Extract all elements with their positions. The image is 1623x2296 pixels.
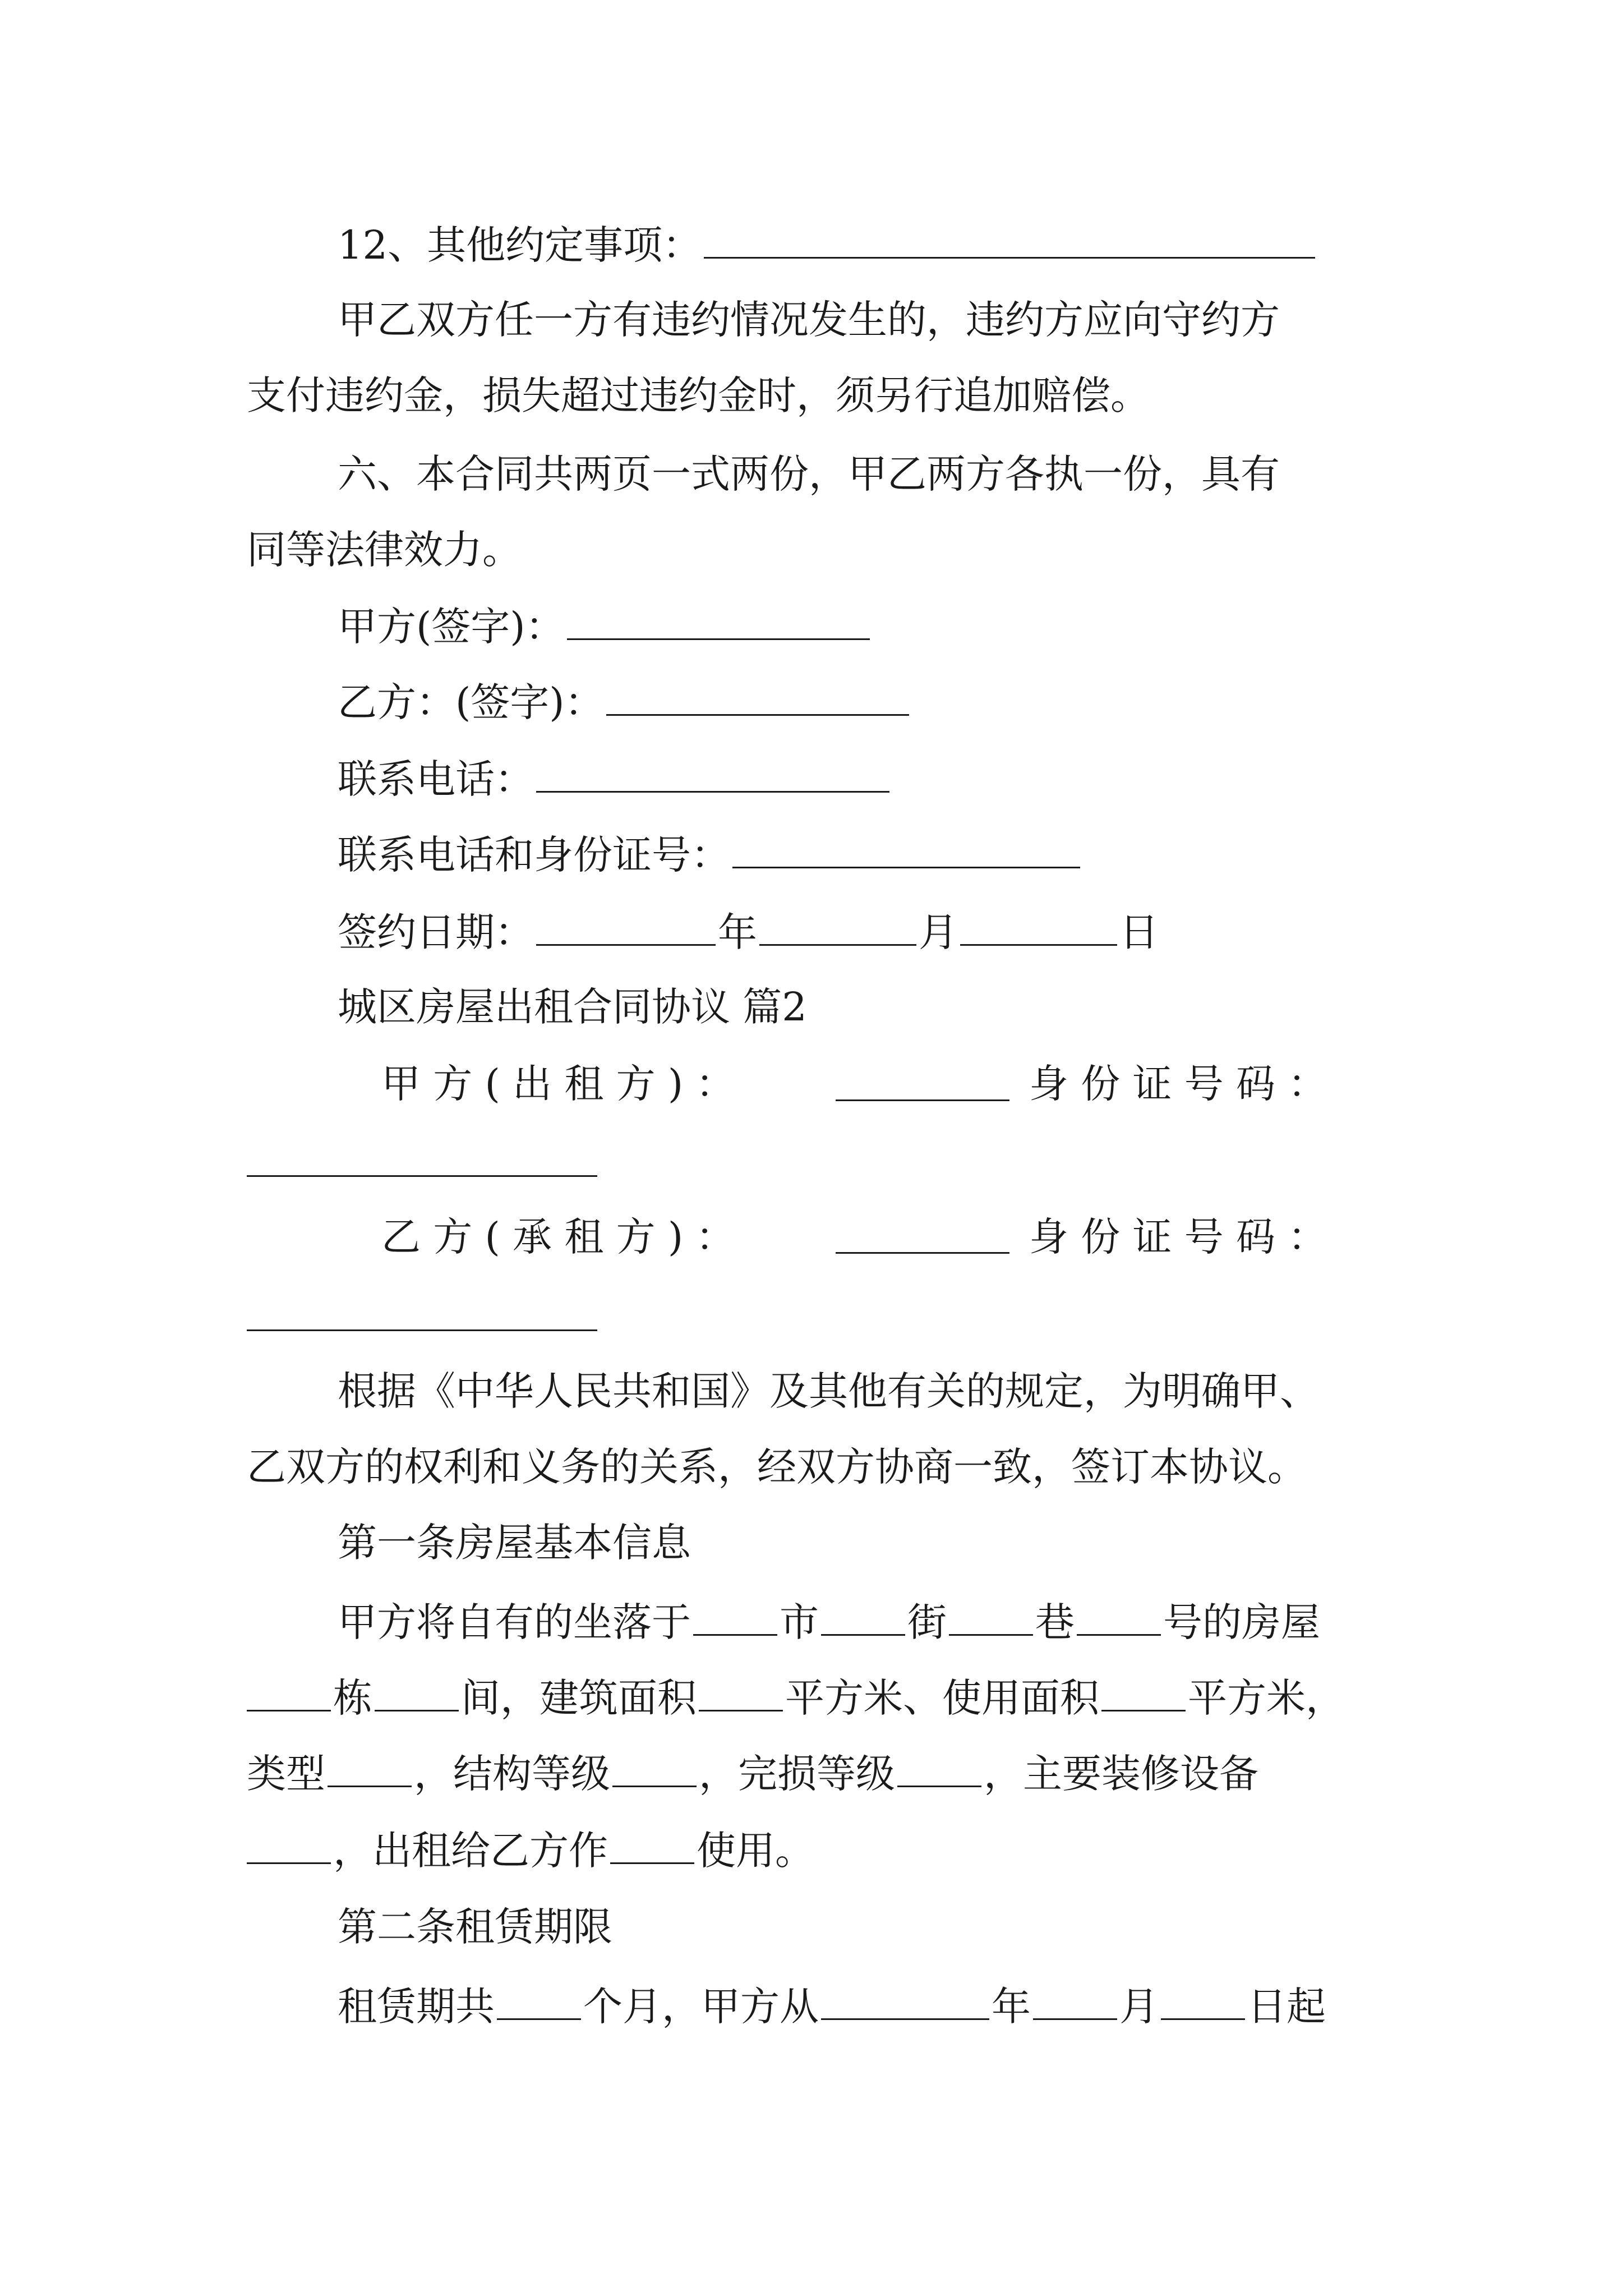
text: 年 [992, 1984, 1031, 2030]
text: 平方米、使用面积 [785, 1675, 1099, 1721]
paragraph-line: 甲乙双方任一方有违约情况发生的，违约方应向守约方 [338, 297, 1280, 343]
text: 市 [780, 1599, 819, 1645]
blank-line [836, 1099, 1009, 1101]
blank-line [759, 912, 916, 946]
text: 栋 [333, 1675, 372, 1721]
article-2-heading: 第二条租赁期限 [338, 1904, 612, 1950]
blank-line [699, 1677, 783, 1711]
paragraph-line: 同等法律效力。 [247, 527, 522, 573]
clause-12-label: 12、其他约定事项： [338, 222, 702, 268]
blank-line [821, 1986, 989, 2020]
blank-line [536, 912, 716, 946]
text: 个月，甲方从 [583, 1984, 819, 2030]
blank-line [1101, 1677, 1186, 1711]
blank-line [1033, 1986, 1117, 2020]
party-b-signature-label: 乙方：(签字)： [338, 679, 604, 725]
text: 日起 [1247, 1984, 1326, 2030]
text: 甲方将自有的坐落于 [338, 1599, 691, 1645]
party-b-signature-line [338, 679, 911, 725]
text: ，出租给乙方作 [333, 1828, 608, 1874]
blank-line [836, 1252, 1009, 1254]
article-1-line-1 [338, 1599, 1320, 1645]
blank-line [247, 1830, 331, 1864]
text: ，结构等级 [414, 1751, 610, 1797]
blank-line [567, 606, 870, 640]
article-2-line-1 [338, 1984, 1326, 2030]
article-1-line-3 [247, 1751, 1258, 1797]
blank-line [606, 682, 909, 716]
lessor-label: 甲 方 ( 出 租 方 ) ： [381, 1061, 735, 1107]
article-1-line-2 [247, 1675, 1345, 1721]
blank-line [693, 1602, 777, 1636]
blank-line [1161, 1986, 1245, 2020]
paragraph-line: 乙双方的权利和义务的关系，经双方协商一致，签订本协议。 [247, 1444, 1307, 1490]
phone-label: 联系电话： [338, 756, 534, 802]
text: 月 [1119, 1984, 1159, 2030]
text: 类型 [247, 1751, 325, 1797]
text: 巷 [1035, 1599, 1075, 1645]
section-heading: 城区房屋出租合同协议 篇2 [338, 984, 807, 1030]
paragraph-line: 六、本合同共两页一式两份，甲乙两方各执一份，具有 [338, 451, 1280, 497]
blank-line [704, 224, 1315, 259]
text: 租赁期共 [338, 1984, 495, 2030]
blank-line [247, 1175, 597, 1177]
day-label: 日 [1119, 909, 1159, 955]
blank-line [612, 1753, 697, 1787]
text: 号的房屋 [1163, 1599, 1320, 1645]
party-a-signature-label: 甲方(签字)： [338, 604, 565, 650]
blank-line [247, 1329, 597, 1331]
text: 使用。 [697, 1828, 814, 1874]
lessee-label: 乙 方 ( 承 租 方 ) ： [381, 1214, 735, 1260]
paragraph-line: 支付违约金，损失超过违约金时，须另行追加赔偿。 [247, 372, 1150, 418]
blank-line [247, 1677, 331, 1711]
signing-date-line [338, 909, 1159, 955]
year-label: 年 [718, 909, 757, 955]
blank-line [328, 1753, 412, 1787]
blank-line [732, 834, 1080, 868]
article-1-heading: 第一条房屋基本信息 [338, 1520, 691, 1566]
blank-line [949, 1602, 1033, 1636]
signing-date-label: 签约日期： [338, 909, 534, 955]
lessee-id-label: 身 份 证 号 码 ： [1029, 1214, 1327, 1260]
lessor-id-label: 身 份 证 号 码 ： [1029, 1061, 1327, 1107]
text: ，主要装修设备 [984, 1751, 1258, 1797]
clause-12-line [338, 222, 1317, 268]
blank-line [536, 758, 889, 793]
article-1-line-4 [247, 1828, 814, 1874]
paragraph-line: 根据《中华人民共和国》及其他有关的规定，为明确甲、 [338, 1368, 1319, 1414]
blank-line [1077, 1602, 1161, 1636]
blank-line [897, 1753, 981, 1787]
text: 街 [907, 1599, 947, 1645]
blank-line [497, 1986, 581, 2020]
blank-line [375, 1677, 459, 1711]
blank-line [960, 912, 1117, 946]
phone-id-line [338, 832, 1082, 878]
phone-id-label: 联系电话和身份证号： [338, 832, 730, 878]
blank-line [610, 1830, 694, 1864]
month-label: 月 [919, 909, 958, 955]
blank-line [821, 1602, 905, 1636]
text: 间，建筑面积 [461, 1675, 697, 1721]
text: ，完损等级 [699, 1751, 895, 1797]
text: 平方米， [1188, 1675, 1345, 1721]
party-a-signature-line [338, 604, 872, 650]
phone-line [338, 756, 892, 802]
